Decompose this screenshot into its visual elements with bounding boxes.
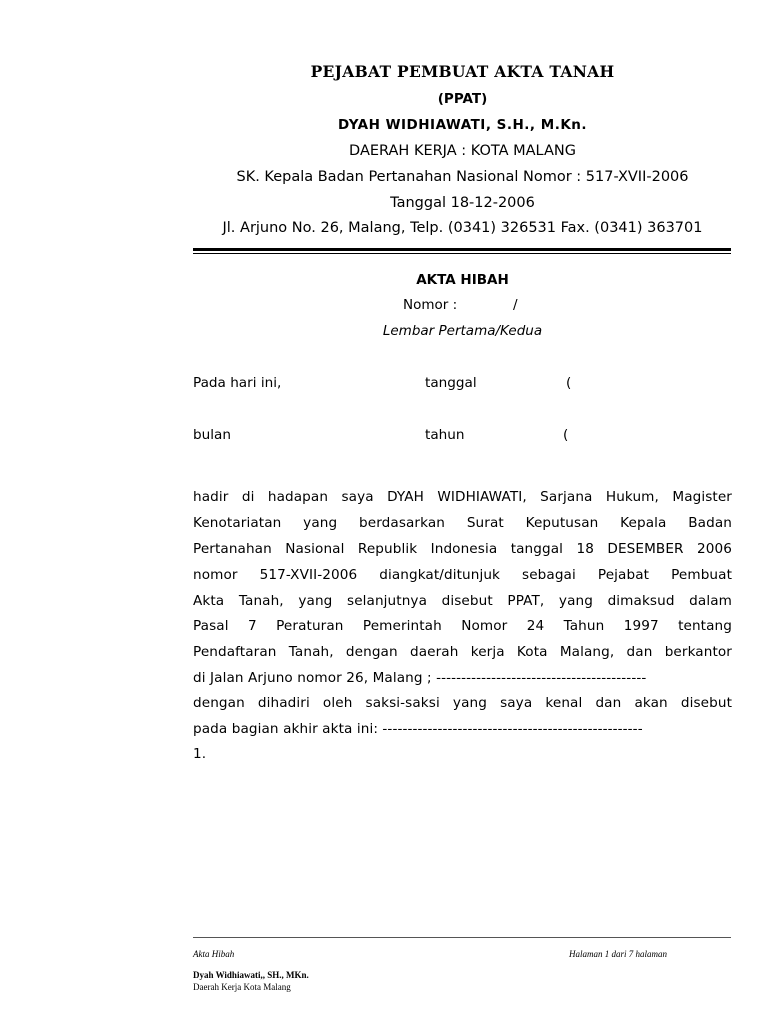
header-divider [193,248,731,251]
office-address: Jl. Arjuno No. 26, Malang, Telp. (0341) 326531 Fax. (0341) 363701 [222,220,703,236]
footer-work-area: Daerah Kerja Kota Malang [193,982,291,992]
body-line: dengan dihadiri oleh saksi-saksi yang saya kenal dan akan disebut [193,695,732,711]
footer-name: Dyah Widhiawati,, SH., MKn. [193,970,309,980]
office-title: PEJABAT PEMBUAT AKTA TANAH [310,62,615,81]
year-paren: ( [563,427,569,443]
footer-divider [193,937,731,938]
deed-number-label: Nomor : [403,297,458,313]
sheet-label: Lembar Pertama/Kedua [382,323,543,339]
body-line: di Jalan Arjuno nomor 26, Malang ; ------------------------------------------ [193,670,647,686]
office-abbreviation: (PPAT) [437,91,488,107]
body-line: Akta Tanah, yang selanjutnya disebut PPAT, yang dimaksud dalam [193,593,732,609]
deed-number-slash: / [513,297,518,313]
year-label: tahun [425,427,465,443]
decree-date: Tanggal 18-12-2006 [390,195,535,211]
month-label: bulan [193,427,231,443]
date-label: tanggal [425,375,477,391]
footer-page-number: Halaman 1 dari 7 halaman [569,949,668,959]
work-area: DAERAH KERJA : KOTA MALANG [349,143,576,159]
body-line: Pertanahan Nasional Republik Indonesia tanggal 18 DESEMBER 2006 [193,541,732,557]
date-paren: ( [566,375,572,391]
body-line: hadir di hadapan saya DYAH WIDHIAWATI, Sarjana Hukum, Magister [193,489,732,505]
day-label: Pada hari ini, [193,375,282,391]
ppat-name: DYAH WIDHIAWATI, S.H., M.Kn. [337,117,588,133]
body-line: Pendaftaran Tanah, dengan daerah kerja Kota Malang, dan berkantor [193,644,732,660]
deed-title: AKTA HIBAH [416,272,509,288]
body-line: Kenotariatan yang berdasarkan Surat Keputusan Kepala Badan [193,515,732,531]
body-line: pada bagian akhir akta ini: ---------------------------------------------------- [193,721,643,737]
header-divider-thin [193,253,731,254]
sk-decree: SK. Kepala Badan Pertanahan Nasional Nomor : 517-XVII-2006 [236,169,689,185]
witness-number: 1. [193,746,207,762]
body-line: Pasal 7 Peraturan Pemerintah Nomor 24 Tahun 1997 tentang [193,618,732,634]
footer-deed-title: Akta Hibah [193,949,235,959]
body-line: nomor 517-XVII-2006 diangkat/ditunjuk sebagai Pejabat Pembuat [193,567,732,583]
